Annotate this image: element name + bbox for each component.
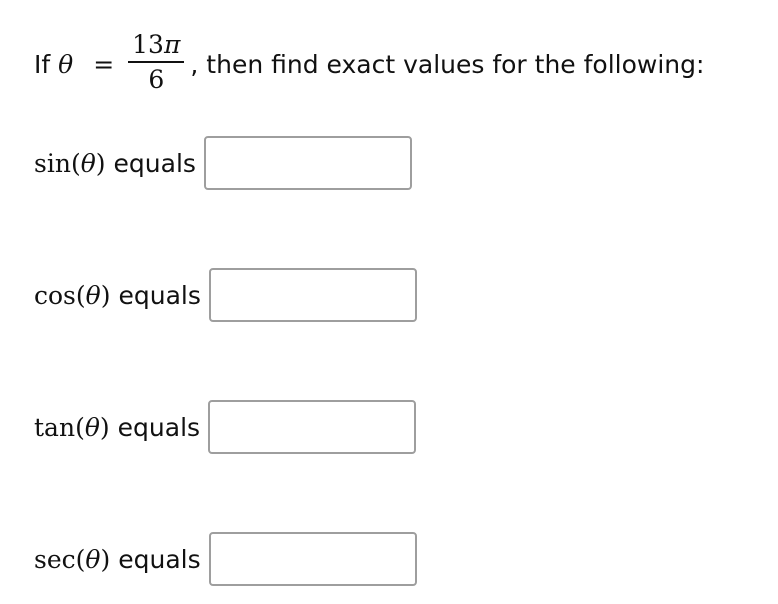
- pi-symbol: π: [163, 30, 181, 59]
- cos-row: [34, 268, 417, 322]
- cos-answer-input[interactable]: [209, 268, 417, 322]
- tan-equals-label: equals: [117, 412, 201, 442]
- sin-equals-label: equals: [113, 148, 196, 178]
- tan-function-label: tan(θ): [34, 412, 110, 442]
- tan-row: [34, 400, 416, 454]
- sec-answer-input[interactable]: [209, 532, 417, 586]
- sec-row: [34, 532, 417, 586]
- sec-function-label: sec(θ): [34, 544, 111, 574]
- angle-fraction: [128, 32, 184, 92]
- cos-equals-label: equals: [118, 280, 201, 310]
- fraction-numerator: 13π: [128, 32, 184, 63]
- cos-function-label: cos(θ): [34, 280, 111, 310]
- sec-equals-label: equals: [118, 544, 201, 574]
- question-prefix: If: [34, 49, 51, 79]
- fraction-denominator: 6: [148, 65, 165, 94]
- sin-function-label: sin(θ): [34, 148, 106, 178]
- question-prompt: [34, 24, 774, 104]
- theta-variable: θ: [58, 49, 74, 79]
- tan-answer-input[interactable]: [208, 400, 416, 454]
- sin-answer-input[interactable]: [204, 136, 412, 190]
- question-suffix: , then find exact values for the following:: [190, 49, 705, 79]
- sin-row: [34, 136, 412, 190]
- equals-sign: =: [93, 49, 115, 79]
